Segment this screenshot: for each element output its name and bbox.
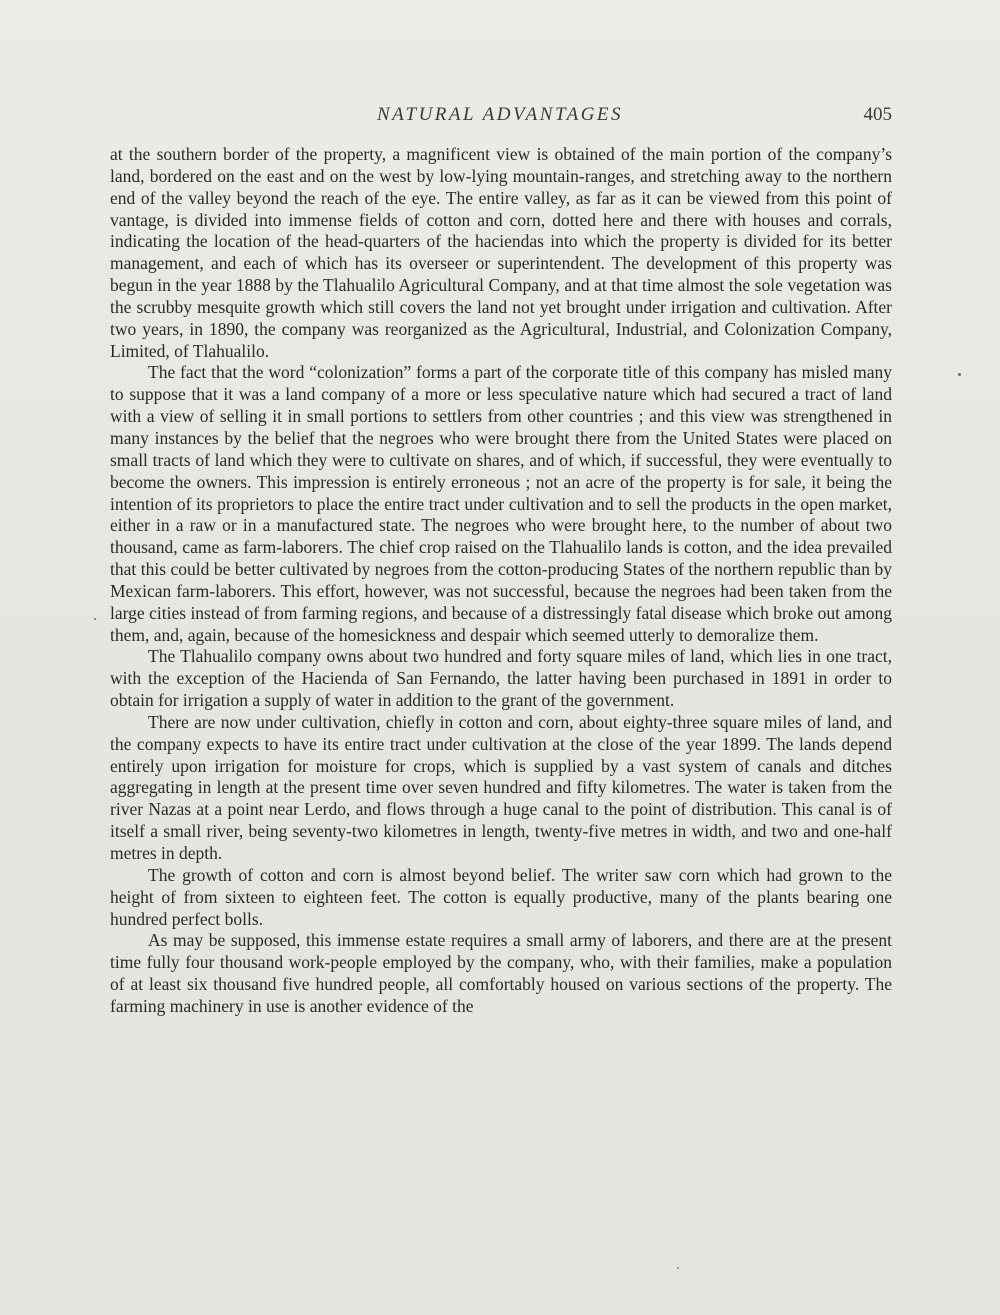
paper-speck xyxy=(958,373,961,376)
page-number: 405 xyxy=(863,104,892,125)
paragraph: There are now under cultivation, chiefly in cotton and corn, about eighty-three square miles of land, and the company expects to have its entire tract under cultivation at the close of the year 1899. The lands depend entirely upon irrigation for moisture for crops, which is supplied by a vast system of canals and ditches aggregating in length at the present time over seven hundred and fifty kilometres. The water is taken from the river Nazas at a point near Lerdo, and flows through a huge canal to the point of distribution. This canal is of itself a small river, being seventy-two kilometres in length, twenty-five metres in width, and two and one-half metres in depth. xyxy=(110,711,892,863)
paragraph: As may be supposed, this immense estate requires a small army of laborers, and there are at the present time fully four thousand work-people employed by the company, who, with their families, make a population of at least six thousand five hundred people, all comfortably housed on various sections of the property. The farming machinery in use is another evidence of the xyxy=(110,930,892,1016)
running-head-title: NATURAL ADVANTAGES xyxy=(376,104,624,125)
paragraph: The growth of cotton and corn is almost beyond belief. The writer saw corn which had grown to the height of from sixteen to eighteen feet. The cotton is equally productive, many of the plants bearing one hundred perfect bolls. xyxy=(110,864,892,929)
paragraph: The Tlahualilo company owns about two hundred and forty square miles of land, which lies in one tract, with the exception of the Hacienda of San Fernando, the latter having been purchased in 1891 in order to obtain for irrigation a supply of water in addition to the grant of the government. xyxy=(110,646,892,711)
paper-speck xyxy=(94,618,96,620)
running-head xyxy=(0,104,1000,134)
body-text xyxy=(110,144,892,1018)
paragraph: The fact that the word “colonization” forms a part of the corporate title of this company has misled many to suppose that it was a land company of a more or less speculative nature which had secured a tract of land with a view of selling it in small portions to settlers from other countries ; and this view was strengthened in many instances by the belief that the negroes who were brought there from the United States were placed on small tracts of land which they were to cultivate on shares, and of which, if successful, they were eventually to become the owners. This impression is entirely erroneous ; not an acre of the property is for sale, it being the intention of its proprietors to place the entire tract under cultivation and to sell the products in the open market, either in a raw or in a manufactured state. The negroes who were brought here, to the number of about two thousand, came as farm-laborers. The chief crop raised on the Tlahualilo lands is cotton, and the idea prevailed that this could be better cultivated by negroes from the cotton-producing States of the northern republic than by Mexican farm-laborers. This effort, however, was not successful, because the negroes had been taken from the large cities instead of from farming regions, and because of a distressingly fatal disease which broke out among them, and, again, because of the homesickness and despair which seemed utterly to demoralize them. xyxy=(110,362,892,645)
paper-speck xyxy=(677,1267,679,1269)
paragraph: at the southern border of the property, a magnificent view is obtained of the main portion of the company’s land, bordered on the east and on the west by low-lying mountain-ranges, and stretching away to the northern end of the valley beyond the reach of the eye. The entire valley, as far as it can be viewed from this point of vantage, is divided into immense fields of cotton and corn, dotted here and there with houses and corrals, indicating the location of the head-quarters of the haciendas into which the property is divided for its better management, and each of which has its overseer or superintendent. The development of this property was begun in the year 1888 by the Tlahualilo Agricultural Company, and at that time almost the sole vegetation was the scrubby mesquite growth which still covers the land not yet brought under irrigation and cultivation. After two years, in 1890, the company was reorganized as the Agricultural, Industrial, and Colonization Company, Limited, of Tlahualilo. xyxy=(110,144,892,361)
